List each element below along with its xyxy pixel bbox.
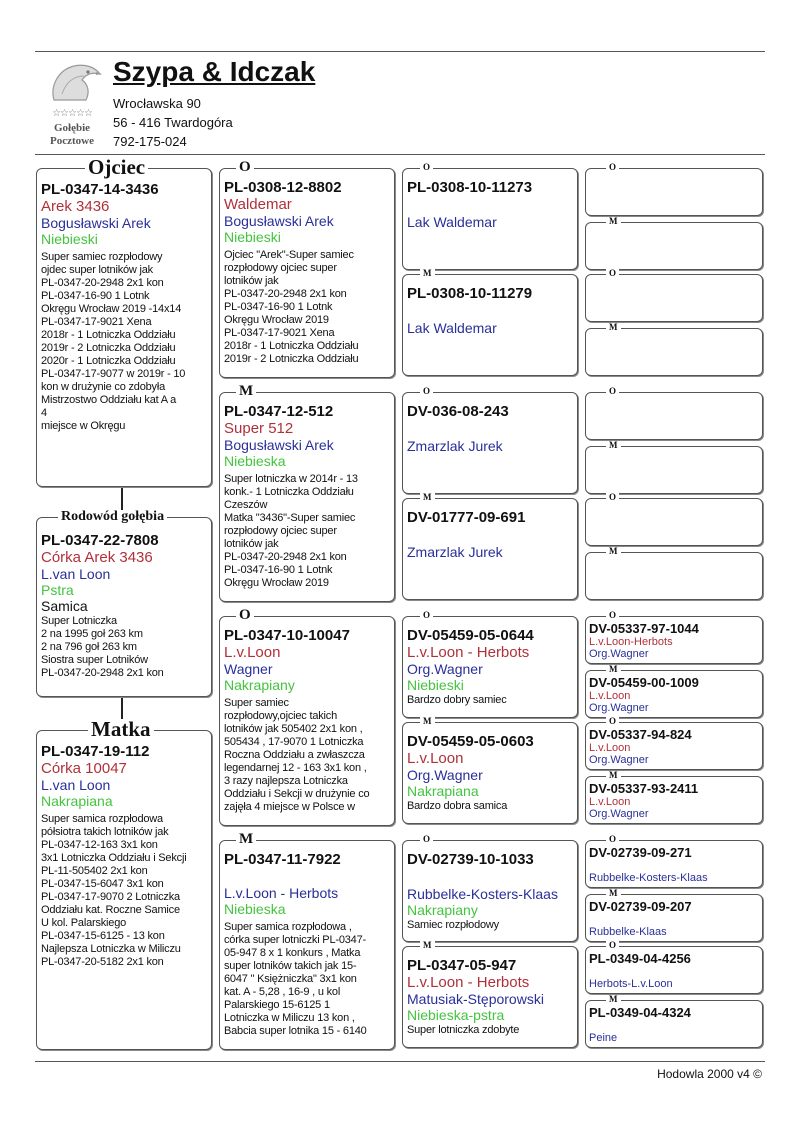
- grandparent-desc-line: Czeszów: [224, 499, 268, 511]
- logo-text-2: Pocztowe: [50, 135, 94, 147]
- grandparent-desc-line: 6047 " Księżniczka" 3x1 kon: [224, 973, 357, 985]
- logo-text-1: Gołębie: [53, 122, 91, 134]
- sex-label: M: [420, 717, 435, 726]
- g5-breeder: Rubbelke-Klaas: [589, 926, 667, 938]
- sex-label: O: [606, 941, 619, 950]
- g5-breeder: Peine: [589, 1032, 618, 1044]
- grandparent-desc-line: konk.- 1 Lotniczka Oddziału: [224, 486, 354, 498]
- main-pigeon-card[interactable]: [36, 517, 212, 697]
- sex-label: M: [606, 323, 621, 332]
- grandparent-desc-line: Okręgu Wrocław 2019: [224, 577, 329, 589]
- fifth-gen-card[interactable]: [585, 274, 763, 322]
- ggp-ring: DV-05459-05-0644: [407, 627, 534, 644]
- ggp-description: Bardzo dobra samica: [407, 800, 508, 812]
- grandparent-desc-line: PL-0347-17-9021 Xena: [224, 327, 335, 339]
- great-grandparent-card[interactable]: [402, 392, 578, 494]
- fifth-gen-content: [589, 781, 758, 820]
- g5-breeder: Rubbelke-Kosters-Klaas: [589, 872, 708, 884]
- sex-label: O: [606, 493, 619, 502]
- ggp-breeder: Zmarzlak Jurek: [407, 438, 503, 454]
- fifth-gen-content: [589, 173, 758, 185]
- sex-label: M: [420, 941, 435, 950]
- grandparent-card[interactable]: [219, 168, 395, 378]
- grandparent-desc-line: rozpłodowy ojciec super: [224, 525, 337, 537]
- grandparent-color: Niebieska: [224, 901, 286, 917]
- fifth-gen-card[interactable]: [585, 1000, 763, 1048]
- fifth-gen-content: [589, 397, 758, 409]
- father-breeder: Bogusławski Arek: [41, 215, 151, 231]
- ggp-breeder: Lak Waldemar: [407, 320, 497, 336]
- father-desc-line: 2020r - 1 Lotniczka Oddziału: [41, 355, 176, 367]
- grandparent-desc-line: Roczna Oddziału a zwłaszcza: [224, 749, 365, 761]
- grandparent-desc-line: lotników jak: [224, 538, 279, 550]
- mother-desc-line: 3x1 Lotniczka Oddziału i Sekcji: [41, 852, 187, 864]
- ggp-breeder: Matusiak-Stęporowski: [407, 991, 544, 1007]
- grandparent-desc-line: 3 razy najlepsza Lotniczka: [224, 775, 348, 787]
- father-desc-line: PL-0347-17-9021 Xena: [41, 316, 152, 328]
- ggp-ring: PL-0308-10-11273: [407, 179, 533, 196]
- mother-desc-line: PL-0347-15-6125 - 13 kon: [41, 930, 165, 942]
- logo-stars: ☆☆☆☆☆: [52, 108, 92, 119]
- ggp-breeder: Rubbelke-Kosters-Klaas: [407, 886, 558, 902]
- grandparent-breeder: Bogusławski Arek: [224, 213, 334, 229]
- great-grandparent-card[interactable]: [402, 274, 578, 376]
- mother-desc-line: PL-11-505402 2x1 kon: [41, 865, 148, 877]
- g5-ring: DV-05337-93-2411: [589, 781, 699, 796]
- grandparent-desc-line: super lotników takich jak 15-: [224, 960, 357, 972]
- fifth-gen-card[interactable]: [585, 552, 763, 600]
- father-desc-line: PL-0347-17-9077 w 2019r - 10: [41, 368, 186, 380]
- sex-label: O: [420, 835, 433, 844]
- sex-label: O: [420, 611, 433, 620]
- great-grandparent-content: [407, 957, 573, 1037]
- g5-name: L.v.Loon: [589, 796, 631, 808]
- fifth-gen-card[interactable]: [585, 222, 763, 270]
- father-desc-line: Mistrzostwo Oddziału kat A a: [41, 394, 177, 406]
- grandparent-desc-line: legendarnej 12 - 163 3x1 kon ,: [224, 762, 367, 774]
- grandparent-desc-line: rozpłodowy,ojciec takich: [224, 710, 337, 722]
- father-name: Arek 3436: [41, 198, 110, 215]
- g5-breeder: Herbots-L.v.Loon: [589, 978, 673, 990]
- father-desc-line: PL-0347-16-90 1 Lotnk: [41, 290, 150, 302]
- sex-label: O: [420, 387, 433, 396]
- grandparent-content: [224, 403, 390, 590]
- mother-description: [41, 813, 207, 969]
- fifth-gen-content: [589, 727, 758, 766]
- grandparent-breeder: Bogusławski Arek: [224, 437, 334, 453]
- fifth-gen-content: [589, 451, 758, 463]
- grandparent-name: L.v.Loon: [224, 644, 281, 661]
- ggp-ring: DV-05459-05-0603: [407, 733, 534, 750]
- mother-ring: PL-0347-19-112: [41, 743, 150, 760]
- mother-card[interactable]: [36, 730, 212, 1050]
- grandparent-content: [224, 851, 390, 1038]
- grandparent-description: [224, 921, 390, 1038]
- footer-text: Hodowla 2000 v4 ©: [657, 1067, 762, 1081]
- fifth-gen-content: [589, 333, 758, 345]
- main-desc-line: Super Lotniczka: [41, 615, 117, 627]
- pigeon-logo-icon: [44, 56, 104, 108]
- g5-ring: DV-05337-97-1044: [589, 621, 699, 636]
- grandparent-breeder: Wagner: [224, 661, 273, 677]
- fifth-gen-card[interactable]: [585, 722, 763, 770]
- g5-name: [589, 173, 758, 185]
- ggp-name: L.v.Loon: [407, 750, 464, 767]
- grandparent-desc-line: Matka "3436"-Super samiec: [224, 512, 356, 524]
- ggp-name: L.v.Loon - Herbots: [407, 644, 530, 661]
- grandparent-name: Waldemar: [224, 196, 292, 213]
- sex-label: M: [606, 217, 621, 226]
- grandparent-description: [224, 249, 390, 366]
- grandparent-desc-line: Super lotniczka w 2014r - 13: [224, 473, 358, 485]
- g5-name: [589, 1020, 758, 1032]
- fifth-gen-card[interactable]: [585, 616, 763, 664]
- fifth-gen-content: [589, 951, 758, 990]
- sex-label: M: [606, 889, 621, 898]
- grandparent-color: Niebieska: [224, 453, 286, 469]
- grandparent-desc-line: 05-947 8 x 1 konkurs , Matka: [224, 947, 361, 959]
- grandparent-desc-line: Oddziału i Sekcji w drużynie co: [224, 788, 370, 800]
- father-label: Ojciec: [85, 157, 148, 178]
- address-street: Wrocławska 90: [113, 96, 201, 111]
- grandparent-color: Niebieski: [224, 229, 281, 245]
- grandparent-ring: PL-0347-12-512: [224, 403, 334, 420]
- grandparent-desc-line: Babcia super lotnika 15 - 6140: [224, 1025, 367, 1037]
- grandparent-content: [224, 179, 390, 366]
- father-card[interactable]: [36, 168, 212, 487]
- great-grandparent-card[interactable]: [402, 168, 578, 270]
- sex-label: O: [606, 717, 619, 726]
- grandparent-desc-line: PL-0347-16-90 1 Lotnk: [224, 301, 333, 313]
- grandparent-description: [224, 697, 390, 814]
- great-grandparent-content: [407, 733, 573, 813]
- grandparent-desc-line: Super samica rozpłodowa ,: [224, 921, 352, 933]
- main-line: L.van Loon: [41, 566, 111, 582]
- g5-name: [589, 451, 758, 463]
- ggp-breeder: Org.Wagner: [407, 661, 483, 677]
- grandparent-desc-line: lotników jak: [224, 275, 279, 287]
- mother-color: Nakrapiana: [41, 793, 113, 809]
- sex-label: M: [420, 269, 435, 278]
- g5-name: L.v.Loon: [589, 690, 631, 702]
- g5-name: [589, 860, 758, 872]
- sex-label: O: [236, 160, 254, 175]
- ggp-color: Niebieski: [407, 677, 464, 693]
- g5-breeder: Org.Wagner: [589, 648, 649, 660]
- mother-desc-line: PL-0347-15-6047 3x1 kon: [41, 878, 164, 890]
- grandparent-desc-line: córka super lotniczki PL-0347-: [224, 934, 366, 946]
- ggp-name: [407, 420, 573, 438]
- mother-desc-line: PL-0347-17-9070 2 Lotniczka: [41, 891, 180, 903]
- father-description: [41, 251, 207, 433]
- ggp-name: [407, 196, 573, 214]
- sex-label: M: [606, 441, 621, 450]
- grandparent-desc-line: zajęła 4 miejsce w Polsce w: [224, 801, 355, 813]
- grandparent-card[interactable]: [219, 616, 395, 826]
- mother-desc-line: półsiotra takich lotników jak: [41, 826, 169, 838]
- mother-breeder: L.van Loon: [41, 777, 111, 793]
- fifth-gen-card[interactable]: [585, 776, 763, 824]
- fifth-gen-card[interactable]: [585, 946, 763, 994]
- grandparent-color: Nakrapiany: [224, 677, 295, 693]
- g5-breeder: Org.Wagner: [589, 754, 649, 766]
- g5-name: [589, 333, 758, 345]
- grandparent-ring: PL-0347-11-7922: [224, 851, 341, 868]
- g5-name: [589, 966, 758, 978]
- main-desc-line: 2 na 1995 goł 263 km: [41, 628, 143, 640]
- main-ring: PL-0347-22-7808: [41, 532, 159, 549]
- grandparent-desc-line: 505434 , 17-9070 1 Lotniczka: [224, 736, 364, 748]
- ggp-breeder: Zmarzlak Jurek: [407, 544, 503, 560]
- mother-desc-line: U kol. Palarskiego: [41, 917, 127, 929]
- grandparent-desc-line: Super samiec: [224, 697, 289, 709]
- mother-desc-line: PL-0347-12-163 3x1 kon: [41, 839, 158, 851]
- ggp-color: Nakrapiana: [407, 783, 479, 799]
- sex-label: O: [236, 608, 254, 623]
- main-sex: Samica: [41, 598, 88, 614]
- sex-label: M: [606, 547, 621, 556]
- sex-label: O: [606, 387, 619, 396]
- logo: [36, 56, 108, 150]
- grandparent-desc-line: Ojciec "Arek"-Super samiec: [224, 249, 354, 261]
- top-rule: [35, 51, 765, 52]
- grandparent-desc-line: 2018r - 1 Lotniczka Oddziału: [224, 340, 359, 352]
- father-desc-line: miejsce w Okręgu: [41, 420, 126, 432]
- grandparent-desc-line: PL-0347-20-2948 2x1 kon: [224, 288, 347, 300]
- fifth-gen-content: [589, 675, 758, 714]
- grandparent-name: [224, 868, 390, 885]
- sex-label: M: [420, 493, 435, 502]
- ggp-name: [407, 526, 573, 544]
- grandparent-ring: PL-0308-12-8802: [224, 179, 342, 196]
- g5-name: L.v.Loon: [589, 742, 631, 754]
- father-desc-line: Super samiec rozpłodowy: [41, 251, 163, 263]
- fifth-gen-content: [589, 557, 758, 569]
- father-desc-line: 4: [41, 407, 47, 419]
- sex-label: O: [606, 835, 619, 844]
- grandparent-desc-line: Palarskiego 15-6125 1: [224, 999, 330, 1011]
- father-desc-line: 2019r - 2 Lotniczka Oddziału: [41, 342, 176, 354]
- g5-ring: PL-0349-04-4256: [589, 951, 691, 966]
- great-grandparent-content: [407, 627, 573, 707]
- fifth-gen-content: [589, 279, 758, 291]
- grandparent-content: [224, 627, 390, 814]
- great-grandparent-content: [407, 179, 573, 231]
- fifth-gen-card[interactable]: [585, 392, 763, 440]
- grandparent-description: [224, 473, 390, 590]
- fifth-gen-content: [589, 621, 758, 660]
- grandparent-desc-line: Okręgu Wrocław 2019: [224, 314, 329, 326]
- mother-desc-line: PL-0347-20-5182 2x1 kon: [41, 956, 164, 968]
- address-city: 56 - 416 Twardogóra: [113, 115, 233, 130]
- mother-desc-line: Super samica rozpłodowa: [41, 813, 163, 825]
- g5-name: [589, 397, 758, 409]
- grandparent-name: Super 512: [224, 420, 294, 437]
- ggp-color: Niebieska-pstra: [407, 1007, 505, 1023]
- breeder-title: Szypa & Idczak: [113, 56, 316, 87]
- fifth-gen-card[interactable]: [585, 168, 763, 216]
- mother-desc-line: Oddziału kat. Roczne Samice: [41, 904, 180, 916]
- fifth-gen-card[interactable]: [585, 446, 763, 494]
- g5-name: [589, 914, 758, 926]
- great-grandparent-content: [407, 509, 573, 561]
- grandparent-desc-line: 2019r - 2 Lotniczka Oddziału: [224, 353, 359, 365]
- main-color: Pstra: [41, 582, 74, 598]
- great-grandparent-content: [407, 403, 573, 455]
- sex-label: O: [606, 611, 619, 620]
- grandparent-desc-line: kat. A - 5,28 , 16-9 , u kol: [224, 986, 341, 998]
- fifth-gen-content: [589, 1005, 758, 1044]
- great-grandparent-card[interactable]: [402, 946, 578, 1048]
- sex-label: O: [606, 269, 619, 278]
- fifth-gen-content: [589, 227, 758, 239]
- mother-desc-line: Najlepsza Lotniczka w Miliczu: [41, 943, 181, 955]
- fifth-gen-content: [589, 845, 758, 884]
- main-description: [41, 615, 207, 680]
- g5-name: [589, 279, 758, 291]
- g5-name: [589, 227, 758, 239]
- ggp-ring: PL-0347-05-947: [407, 957, 517, 974]
- g5-breeder: Org.Wagner: [589, 702, 649, 714]
- ggp-name: L.v.Loon - Herbots: [407, 974, 530, 991]
- g5-ring: DV-05337-94-824: [589, 727, 692, 742]
- ggp-name: [407, 868, 573, 886]
- sex-label: M: [236, 832, 256, 847]
- great-grandparent-card[interactable]: [402, 498, 578, 600]
- fifth-gen-card[interactable]: [585, 328, 763, 376]
- grandparent-desc-line: lotników jak 505402 2x1 kon ,: [224, 723, 363, 735]
- grandparent-desc-line: Lotniczka w Miliczu 13 kon ,: [224, 1012, 355, 1024]
- g5-name: L.v.Loon-Herbots: [589, 636, 673, 648]
- main-desc-line: 2 na 796 goł 263 km: [41, 641, 137, 653]
- great-grandparent-card[interactable]: [402, 722, 578, 824]
- fifth-gen-content: [589, 503, 758, 515]
- ggp-breeder: Org.Wagner: [407, 767, 483, 783]
- g5-ring: DV-02739-09-207: [589, 899, 692, 914]
- ggp-description: Samiec rozpłodowy: [407, 919, 499, 931]
- sex-label: O: [420, 163, 433, 172]
- pedigree-label: Rodowód gołębia: [58, 510, 167, 524]
- main-name: Córka Arek 3436: [41, 549, 153, 566]
- grandparent-card[interactable]: [219, 840, 395, 1050]
- grandparent-card[interactable]: [219, 392, 395, 602]
- g5-breeder: Org.Wagner: [589, 808, 649, 820]
- main-desc-line: Siostra super Lotników: [41, 654, 148, 666]
- grandparent-desc-line: PL-0347-16-90 1 Lotnk: [224, 564, 333, 576]
- father-ring: PL-0347-14-3436: [41, 181, 159, 198]
- fifth-gen-card[interactable]: [585, 498, 763, 546]
- grandparent-desc-line: rozpłodowy ojciec super: [224, 262, 337, 274]
- great-grandparent-content: [407, 285, 573, 337]
- great-grandparent-content: [407, 851, 573, 932]
- father-color: Niebieski: [41, 231, 98, 247]
- g5-ring: DV-05459-00-1009: [589, 675, 699, 690]
- sex-label: M: [606, 665, 621, 674]
- mother-label: Matka: [88, 719, 154, 740]
- ggp-ring: DV-036-08-243: [407, 403, 509, 420]
- ggp-ring: DV-02739-10-1033: [407, 851, 534, 868]
- grandparent-ring: PL-0347-10-10047: [224, 627, 350, 644]
- g5-name: [589, 557, 758, 569]
- g5-ring: DV-02739-09-271: [589, 845, 692, 860]
- mother-name: Córka 10047: [41, 760, 127, 777]
- sex-label: O: [606, 163, 619, 172]
- grandparent-desc-line: PL-0347-20-2948 2x1 kon: [224, 551, 347, 563]
- main-desc-line: PL-0347-20-2948 2x1 kon: [41, 667, 164, 679]
- sex-label: M: [606, 995, 621, 1004]
- great-grandparent-card[interactable]: [402, 840, 578, 942]
- ggp-name: [407, 302, 573, 320]
- grandparent-breeder: L.v.Loon - Herbots: [224, 885, 339, 901]
- father-desc-line: kon w drużynie co zdobyła: [41, 381, 166, 393]
- father-desc-line: Okręgu Wrocław 2019 -14x14: [41, 303, 182, 315]
- phone-number: 792-175-024: [113, 134, 187, 149]
- father-desc-line: ojdec super lotników jak: [41, 264, 153, 276]
- g5-ring: PL-0349-04-4324: [589, 1005, 691, 1020]
- ggp-description: Bardzo dobry samiec: [407, 694, 507, 706]
- fifth-gen-card[interactable]: [585, 670, 763, 718]
- fifth-gen-card[interactable]: [585, 894, 763, 942]
- ggp-breeder: Lak Waldemar: [407, 214, 497, 230]
- father-desc-line: 2018r - 1 Lotniczka Oddziału: [41, 329, 176, 341]
- ggp-ring: PL-0308-10-11279: [407, 285, 533, 302]
- ggp-description: Super lotniczka zdobyte: [407, 1024, 520, 1036]
- father-desc-line: PL-0347-20-2948 2x1 kon: [41, 277, 164, 289]
- sex-label: M: [606, 771, 621, 780]
- ggp-color: Nakrapiany: [407, 902, 478, 918]
- g5-name: [589, 503, 758, 515]
- sex-label: M: [236, 384, 256, 399]
- great-grandparent-card[interactable]: [402, 616, 578, 718]
- ggp-ring: DV-01777-09-691: [407, 509, 526, 526]
- footer-rule: [35, 1061, 765, 1062]
- fifth-gen-card[interactable]: [585, 840, 763, 888]
- fifth-gen-content: [589, 899, 758, 938]
